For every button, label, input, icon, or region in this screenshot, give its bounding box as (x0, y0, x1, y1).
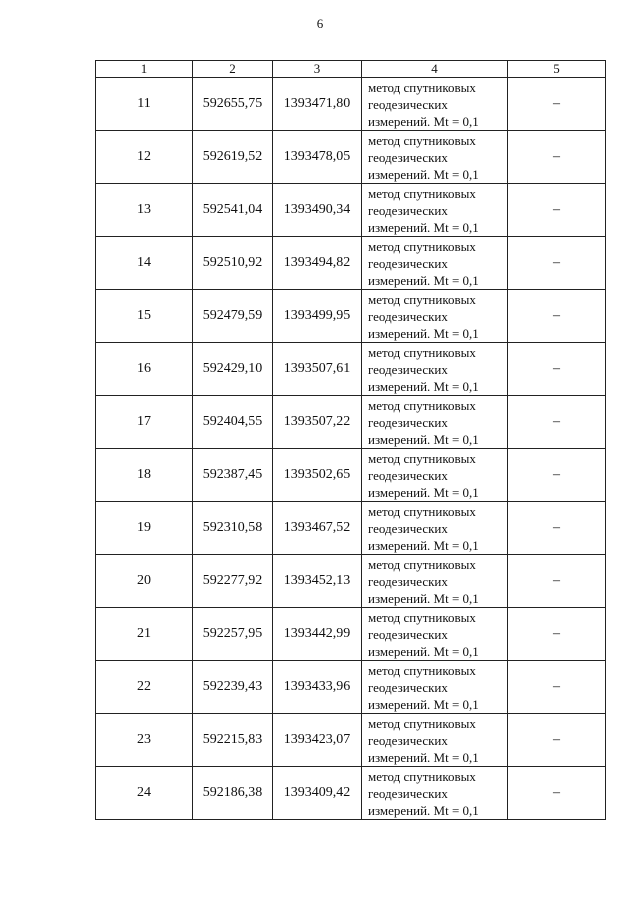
table-row (96, 396, 606, 449)
point-number-cell: 23 (96, 714, 193, 767)
table-row (96, 343, 606, 396)
y-coordinate-cell: 1393490,34 (273, 184, 362, 237)
method-line: геодезических (368, 520, 448, 536)
point-number-cell: 24 (96, 767, 193, 820)
method-line: геодезических (368, 732, 448, 748)
method-line: измерений. Mt = 0,1 (368, 378, 479, 394)
note-cell: – (508, 449, 606, 502)
table-row (96, 661, 606, 714)
method-line: геодезических (368, 573, 448, 589)
point-number-cell: 19 (96, 502, 193, 555)
method-line: измерений. Mt = 0,1 (368, 431, 479, 447)
y-coordinate-cell: 1393442,99 (273, 608, 362, 661)
method-line: метод спутниковых (368, 662, 476, 678)
header-row (96, 61, 606, 78)
header-col-4: 4 (362, 61, 508, 78)
method-line: метод спутниковых (368, 503, 476, 519)
method-line: измерений. Mt = 0,1 (368, 590, 479, 606)
method-cell (362, 608, 508, 661)
table-row (96, 78, 606, 131)
x-coordinate-cell: 592277,92 (193, 555, 273, 608)
table-row (96, 449, 606, 502)
table-row (96, 237, 606, 290)
method-line: геодезических (368, 467, 448, 483)
y-coordinate-cell: 1393423,07 (273, 714, 362, 767)
y-coordinate-cell: 1393502,65 (273, 449, 362, 502)
point-number-cell: 16 (96, 343, 193, 396)
x-coordinate-cell: 592239,43 (193, 661, 273, 714)
table-row (96, 767, 606, 820)
table-row (96, 555, 606, 608)
method-cell (362, 184, 508, 237)
point-number-cell: 12 (96, 131, 193, 184)
method-line: геодезических (368, 679, 448, 695)
y-coordinate-cell: 1393467,52 (273, 502, 362, 555)
page-number: 6 (316, 16, 324, 31)
note-cell: – (508, 555, 606, 608)
point-number-cell: 17 (96, 396, 193, 449)
method-cell (362, 343, 508, 396)
method-line: измерений. Mt = 0,1 (368, 749, 479, 765)
x-coordinate-cell: 592257,95 (193, 608, 273, 661)
x-coordinate-cell: 592655,75 (193, 78, 273, 131)
note-cell: – (508, 502, 606, 555)
note-cell: – (508, 184, 606, 237)
point-number-cell: 22 (96, 661, 193, 714)
method-line: метод спутниковых (368, 609, 476, 625)
method-line: геодезических (368, 361, 448, 377)
y-coordinate-cell: 1393507,61 (273, 343, 362, 396)
x-coordinate-cell: 592310,58 (193, 502, 273, 555)
method-line: метод спутниковых (368, 715, 476, 731)
method-line: геодезических (368, 96, 448, 112)
table-row (96, 714, 606, 767)
x-coordinate-cell: 592429,10 (193, 343, 273, 396)
method-line: метод спутниковых (368, 79, 476, 95)
note-cell: – (508, 78, 606, 131)
y-coordinate-cell: 1393478,05 (273, 131, 362, 184)
y-coordinate-cell: 1393409,42 (273, 767, 362, 820)
table-body (96, 78, 606, 820)
method-cell (362, 131, 508, 184)
method-line: геодезических (368, 202, 448, 218)
header-col-1: 1 (96, 61, 193, 78)
y-coordinate-cell: 1393507,22 (273, 396, 362, 449)
method-line: измерений. Mt = 0,1 (368, 484, 479, 500)
method-line: метод спутниковых (368, 397, 476, 413)
point-number-cell: 14 (96, 237, 193, 290)
method-cell (362, 714, 508, 767)
point-number-cell: 13 (96, 184, 193, 237)
method-line: метод спутниковых (368, 344, 476, 360)
y-coordinate-cell: 1393494,82 (273, 237, 362, 290)
table-row (96, 184, 606, 237)
table-row (96, 290, 606, 343)
note-cell: – (508, 131, 606, 184)
method-cell (362, 449, 508, 502)
note-cell: – (508, 343, 606, 396)
x-coordinate-cell: 592479,59 (193, 290, 273, 343)
point-number-cell: 21 (96, 608, 193, 661)
method-line: измерений. Mt = 0,1 (368, 802, 479, 818)
method-cell (362, 502, 508, 555)
table-row (96, 608, 606, 661)
method-line: геодезических (368, 626, 448, 642)
y-coordinate-cell: 1393471,80 (273, 78, 362, 131)
method-line: метод спутниковых (368, 185, 476, 201)
header-col-5: 5 (508, 61, 606, 78)
note-cell: – (508, 661, 606, 714)
method-line: измерений. Mt = 0,1 (368, 166, 479, 182)
y-coordinate-cell: 1393499,95 (273, 290, 362, 343)
method-cell (362, 661, 508, 714)
method-line: измерений. Mt = 0,1 (368, 113, 479, 129)
method-cell (362, 290, 508, 343)
method-cell (362, 78, 508, 131)
header-col-2: 2 (193, 61, 273, 78)
method-line: метод спутниковых (368, 450, 476, 466)
coordinates-table (95, 60, 606, 820)
method-line: геодезических (368, 308, 448, 324)
method-line: метод спутниковых (368, 132, 476, 148)
note-cell: – (508, 237, 606, 290)
x-coordinate-cell: 592619,52 (193, 131, 273, 184)
y-coordinate-cell: 1393452,13 (273, 555, 362, 608)
point-number-cell: 20 (96, 555, 193, 608)
point-number-cell: 15 (96, 290, 193, 343)
method-line: геодезических (368, 414, 448, 430)
point-number-cell: 11 (96, 78, 193, 131)
x-coordinate-cell: 592510,92 (193, 237, 273, 290)
y-coordinate-cell: 1393433,96 (273, 661, 362, 714)
table-row (96, 131, 606, 184)
method-line: измерений. Mt = 0,1 (368, 537, 479, 553)
method-cell (362, 396, 508, 449)
note-cell: – (508, 608, 606, 661)
method-line: метод спутниковых (368, 556, 476, 572)
method-line: измерений. Mt = 0,1 (368, 272, 479, 288)
method-line: измерений. Mt = 0,1 (368, 219, 479, 235)
method-line: геодезических (368, 149, 448, 165)
method-line: измерений. Mt = 0,1 (368, 325, 479, 341)
note-cell: – (508, 290, 606, 343)
method-cell (362, 555, 508, 608)
x-coordinate-cell: 592404,55 (193, 396, 273, 449)
method-line: метод спутниковых (368, 238, 476, 254)
method-cell (362, 237, 508, 290)
method-line: геодезических (368, 255, 448, 271)
method-cell (362, 767, 508, 820)
method-line: геодезических (368, 785, 448, 801)
method-line: метод спутниковых (368, 291, 476, 307)
x-coordinate-cell: 592387,45 (193, 449, 273, 502)
note-cell: – (508, 767, 606, 820)
method-line: метод спутниковых (368, 768, 476, 784)
method-line: измерений. Mt = 0,1 (368, 643, 479, 659)
x-coordinate-cell: 592541,04 (193, 184, 273, 237)
x-coordinate-cell: 592215,83 (193, 714, 273, 767)
x-coordinate-cell: 592186,38 (193, 767, 273, 820)
table-row (96, 502, 606, 555)
header-col-3: 3 (273, 61, 362, 78)
method-line: измерений. Mt = 0,1 (368, 696, 479, 712)
note-cell: – (508, 396, 606, 449)
point-number-cell: 18 (96, 449, 193, 502)
note-cell: – (508, 714, 606, 767)
